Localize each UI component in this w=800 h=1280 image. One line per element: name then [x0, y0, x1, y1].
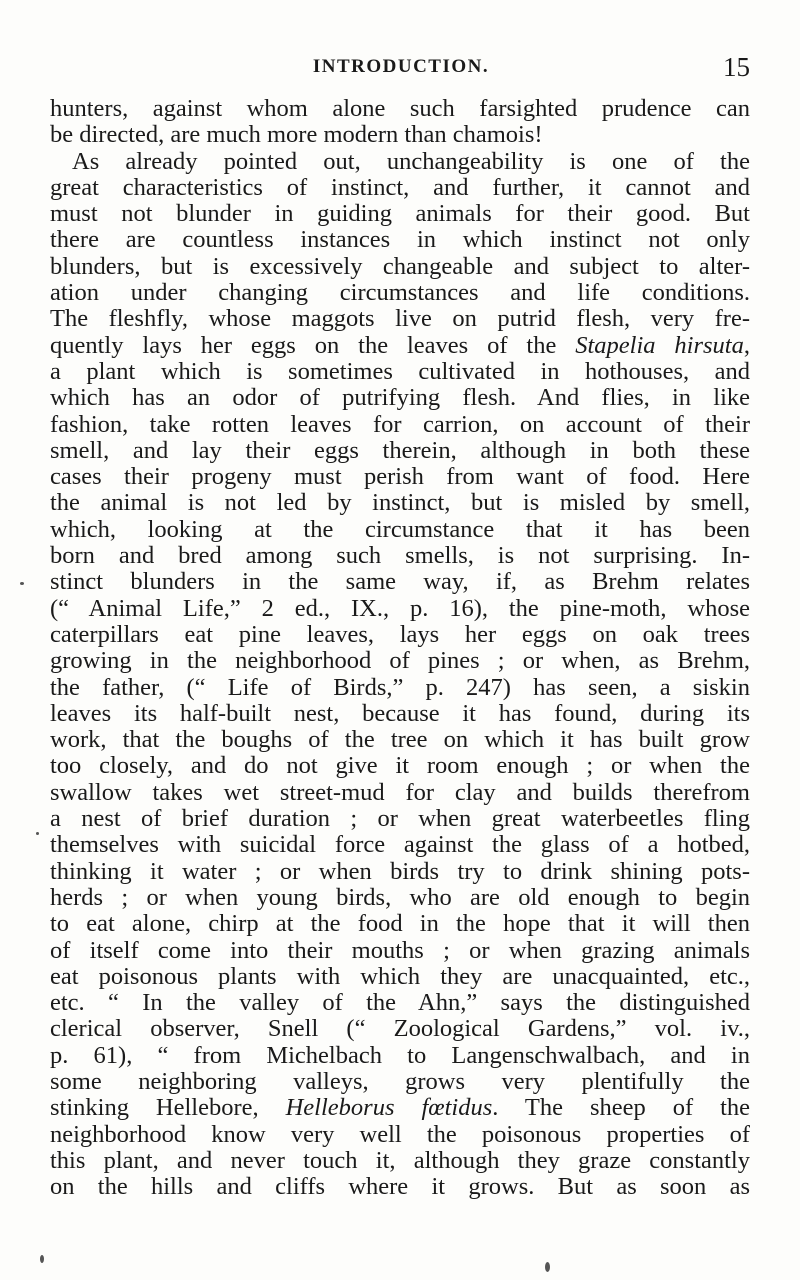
- text-line: which, looking at the circumstance that it has been: [50, 516, 750, 543]
- text-line: a nest of brief duration ; or when great waterbeetles fling: [50, 806, 750, 833]
- text-line: blunders, but is excessively changeable and subject to alter-: [50, 253, 750, 280]
- text-line: fashion, take rotten leaves for carrion, on account of their: [50, 411, 750, 438]
- scan-speck: [545, 1262, 550, 1272]
- text-line: born and bred among such smells, is not surprising. In-: [50, 543, 750, 570]
- text-line: too closely, and do not give it room enough ; or when the: [50, 753, 750, 780]
- species-name-helleborus: Helleborus fœtidus: [285, 1095, 493, 1122]
- text-line: of itself come into their mouths ; or when grazing animals: [50, 937, 750, 964]
- text-line: swallow takes wet street-mud for clay and builds therefrom: [50, 779, 750, 806]
- text-line: caterpillars eat pine leaves, lays her eggs on oak trees: [50, 621, 750, 648]
- text-line: themselves with suicidal force against the glass of a hotbed,: [50, 832, 750, 859]
- text-line: p. 61), “ from Michelbach to Langenschwalbach, and in: [50, 1042, 750, 1069]
- text-line: the father, (“ Life of Birds,” p. 247) has seen, a siskin: [50, 674, 750, 701]
- scan-speck: [20, 582, 24, 585]
- text-line: As already pointed out, unchangeability is one of the: [72, 148, 750, 175]
- text-line: [50, 1095, 750, 1121]
- text-line: a plant which is sometimes cultivated in hothouses, and: [50, 358, 750, 385]
- punctuation: ,: [743, 332, 750, 359]
- text-line: leaves its half-built nest, because it has found, during its: [50, 700, 750, 727]
- text-line: the animal is not led by instinct, but is misled by smell,: [50, 490, 750, 517]
- line-text: stinking Hellebore,: [50, 1095, 286, 1122]
- text-line: ation under changing circumstances and life conditions.: [50, 280, 750, 307]
- running-head: [52, 52, 750, 82]
- page-title: INTRODUCTION.: [312, 56, 490, 77]
- text-line: cases their progeny must perish from want of food. Here: [50, 464, 750, 491]
- text-line: some neighboring valleys, grows very plentifully the: [50, 1068, 750, 1095]
- species-name-stapelia: Stapelia hirsuta: [575, 332, 744, 359]
- text-line: this plant, and never touch it, although they graze constantly: [50, 1147, 750, 1174]
- text-line: be directed, are much more modern than chamois!: [50, 122, 543, 149]
- text-line: The fleshfly, whose maggots live on putrid flesh, very fre-: [50, 306, 750, 333]
- text-line: thinking it water ; or when birds try to drink shining pots-: [50, 858, 750, 885]
- text-line: etc. “ In the valley of the Ahn,” says the distinguished: [50, 990, 750, 1017]
- text-line: eat poisonous plants with which they are unacquainted, etc.,: [50, 963, 750, 990]
- text-line: to eat alone, chirp at the food in the hope that it will then: [50, 911, 750, 938]
- text-line: which has an odor of putrifying flesh. And flies, in like: [50, 385, 750, 412]
- text-line: must not blunder in guiding animals for their good. But: [50, 201, 750, 228]
- text-line: neighborhood know very well the poisonous properties of: [50, 1121, 750, 1148]
- line-text-tail: . The sheep of the: [492, 1095, 750, 1122]
- scan-speck: [36, 832, 39, 835]
- text-line: work, that the boughs of the tree on which it has built grow: [50, 727, 750, 754]
- text-line: [50, 333, 750, 359]
- page-number: 15: [723, 52, 750, 82]
- text-line: on the hills and cliffs where it grows. But as soon as: [50, 1174, 750, 1201]
- text-line: great characteristics of instinct, and further, it cannot and: [50, 174, 750, 201]
- text-line: smell, and lay their eggs therein, although in both these: [50, 437, 750, 464]
- text-line: clerical observer, Snell (“ Zoological Gardens,” vol. iv.,: [50, 1016, 750, 1043]
- text-line: herds ; or when young birds, who are old enough to begin: [50, 884, 750, 911]
- text-line: (“ Animal Life,” 2 ed., IX., p. 16), the pine-moth, whose: [50, 595, 750, 622]
- text-line: hunters, against whom alone such farsighted prudence can: [50, 96, 750, 122]
- scan-speck: [40, 1255, 44, 1263]
- text-line: growing in the neighborhood of pines ; or when, as Brehm,: [50, 648, 750, 675]
- body-text: [50, 96, 750, 1200]
- line-text: quently lays her eggs on the leaves of the: [50, 332, 576, 359]
- text-line: there are countless instances in which instinct not only: [50, 227, 750, 254]
- text-line: stinct blunders in the same way, if, as Brehm relates: [50, 569, 750, 596]
